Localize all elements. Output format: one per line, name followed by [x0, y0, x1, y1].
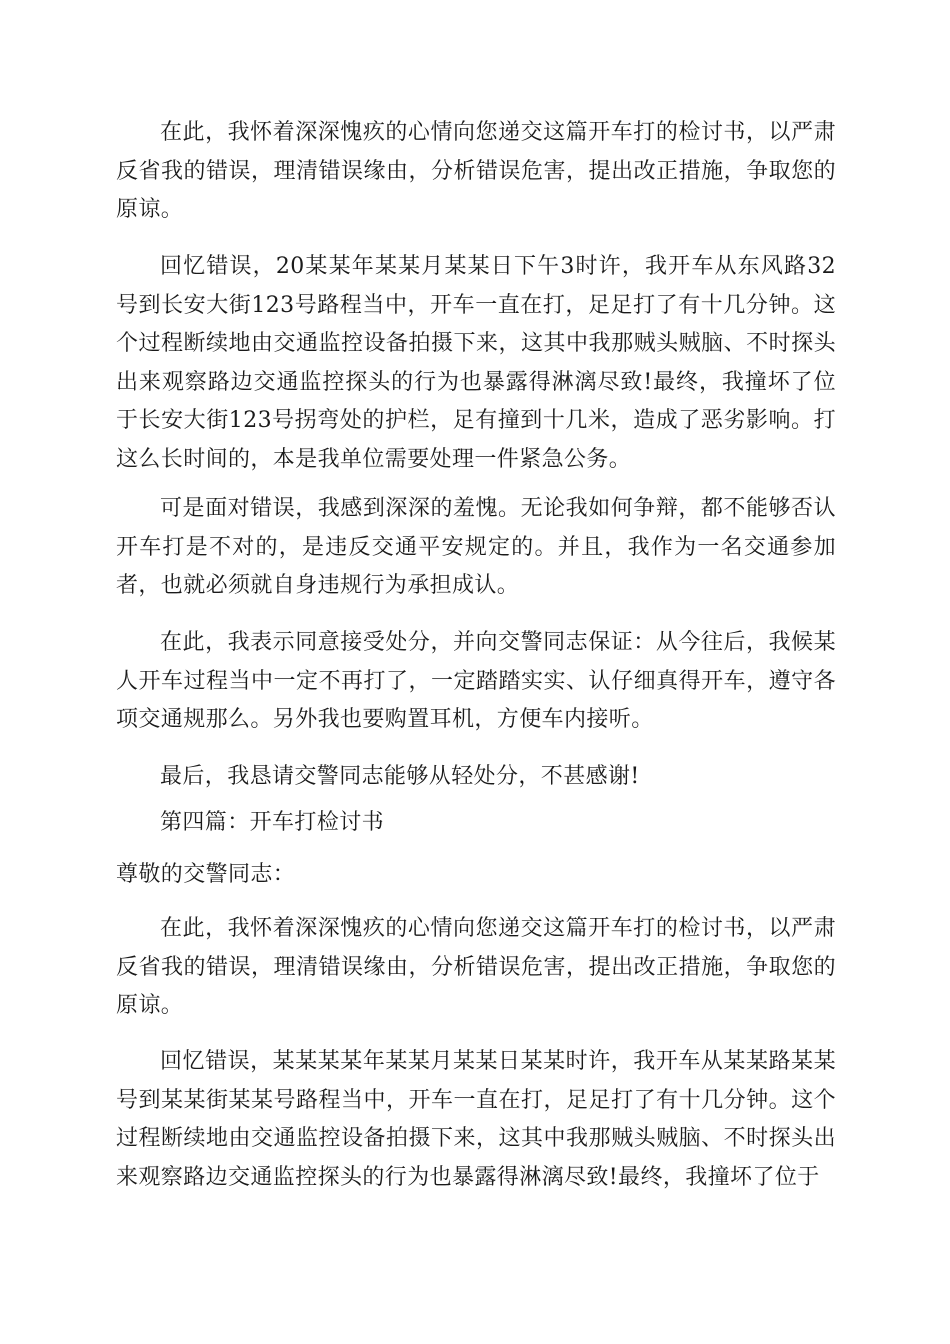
paragraph-promise: 在此，我表示同意接受处分，并向交警同志保证：从今往后，我候某人开车过程当中一定不再打了，一定踏踏实实、认仔细真得开车，遵守各项交通规那么。另外我也要购置耳机，方便车内接听。 [116, 630, 836, 732]
paragraph-apology-intro-2: 在此，我怀着深深愧疚的心情向您递交这篇开车打的检讨书，以严肃反省我的错误，理清错误缘由，分析错误危害，提出改正措施，争取您的原谅。 [116, 916, 836, 1018]
section-heading: 第四篇：开车打检讨书 [160, 810, 385, 835]
paragraph-apology-intro: 在此，我怀着深深愧疚的心情向您递交这篇开车打的检讨书，以严肃反省我的错误，理清错误缘由，分析错误危害，提出改正措施，争取您的原谅。 [116, 120, 836, 222]
salutation: 尊敬的交警同志： [116, 862, 296, 887]
paragraph-recall-error-2: 回忆错误，某某某某年某某月某某日某某时许，我开车从某某路某某号到某某街某某号路程当中，开车一直在打，足足打了有十几分钟。这个过程断续地由交通监控设备拍摄下来，这其中我那贼头贼脑、不时探头出来观察路边交通监控探头的行为也暴露得淋漓尽致!最终，我撞坏了位于 [116, 1049, 836, 1190]
paragraph-shame: 可是面对错误，我感到深深的羞愧。无论我如何争辩，都不能够否认开车打是不对的，是违反交通平安规定的。并且，我作为一名交通参加者，也就必须就自身违规行为承担成认。 [116, 496, 836, 598]
paragraph-recall-error: 回忆错误，20某某年某某月某某日下午3时许，我开车从东风路32号到长安大街123号路程当中，开车一直在打，足足打了有十几分钟。这个过程断续地由交通监控设备拍摄下来，这其中我那贼头贼脑、不时探头出来观察路边交通监控探头的行为也暴露得淋漓尽致!最终，我撞坏了位于长安大街123号拐弯处的护栏，足有撞到十几米，造成了恶劣影响。打这么长时间的，本是我单位需要处理一件紧急公务。 [116, 254, 836, 472]
paragraph-closing: 最后，我恳请交警同志能够从轻处分，不甚感谢! [160, 764, 640, 789]
